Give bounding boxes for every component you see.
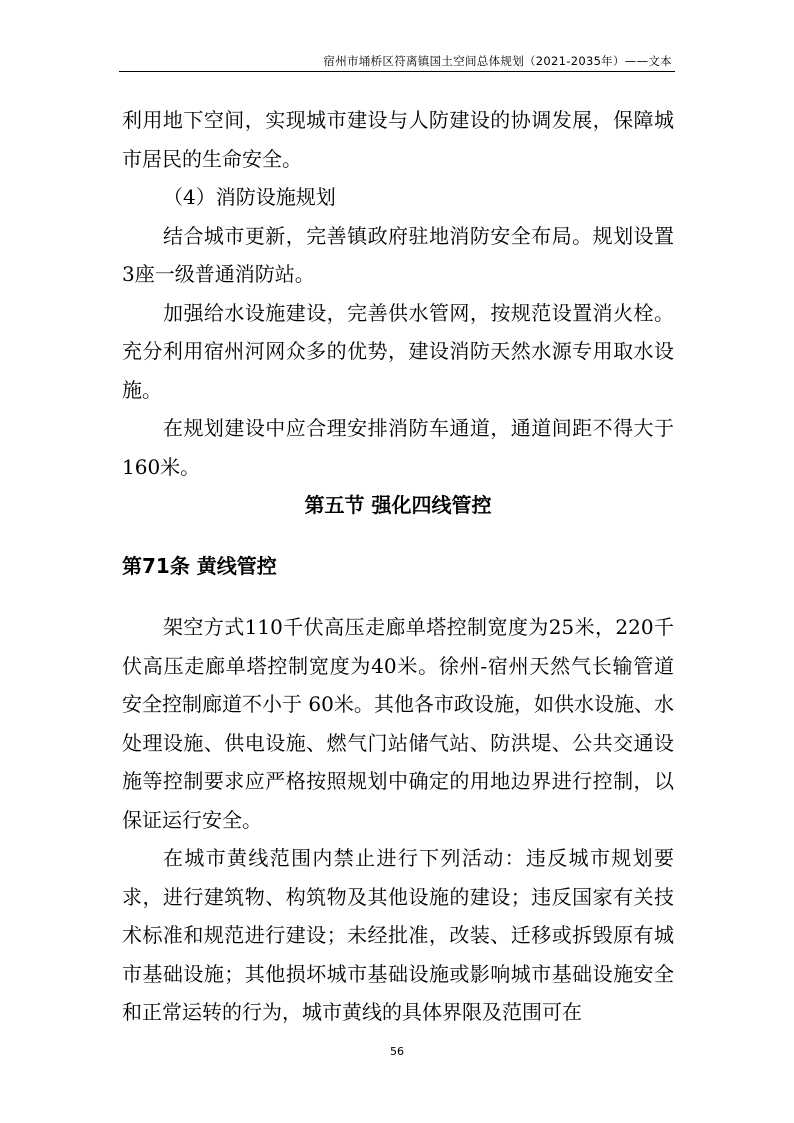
section-title: 第五节 强化四线管控 bbox=[304, 493, 492, 517]
paragraph-fire-stations: 结合城市更新，完善镇政府驻地消防安全布局。规划设置3座一级普通消防站。 bbox=[122, 223, 674, 286]
paragraph-fire-lanes: 在规划建设中应合理安排消防车通道，通道间距不得大于160米。 bbox=[122, 416, 674, 479]
paragraph-yellow-line-prohibitions: 在城市黄线范围内禁止进行下列活动：违反城市规划要求，进行建筑物、构筑物及其他设施的建设；违反国家有关技术标准和规范进行建设；未经批准，改装、迁移或拆毁原有城市基础设施；其他损坏城市基础设施或影响城市基础设施安全和正常运转的行为，城市黄线的具体界限及范围可在 bbox=[122, 846, 674, 1024]
page-number: 56 bbox=[390, 1045, 404, 1058]
document-body bbox=[122, 101, 674, 1032]
paragraph-corridor-control: 架空方式110千伏高压走廊单塔控制宽度为25米，220千伏高压走廊单塔控制宽度为40米。徐州-宿州天然气长输管道安全控制廊道不小于 60米。其他各市政设施，如供水设施、水处理设施、供电设施、燃气门站储气站、防洪堤、公共交通设施等控制要求应严格按照规划中确定的用地边界进行控制，以保证运行安全。 bbox=[122, 615, 674, 832]
running-header: 宿州市埇桥区符离镇国土空间总体规划（2021-2035年）——文本 bbox=[323, 54, 672, 68]
article-title: 第71条 黄线管控 bbox=[122, 553, 277, 578]
header-divider bbox=[119, 71, 675, 72]
paragraph-water-supply: 加强给水设施建设，完善供水管网，按规范设置消火栓。充分利用宿州河网众多的优势，建设消防天然水源专用取水设施。 bbox=[122, 300, 674, 402]
subheading-fire-facilities: （4）消防设施规划 bbox=[163, 185, 336, 209]
paragraph-civil-defense-continuation: 利用地下空间，实现城市建设与人防建设的协调发展，保障城市居民的生命安全。 bbox=[122, 108, 674, 171]
